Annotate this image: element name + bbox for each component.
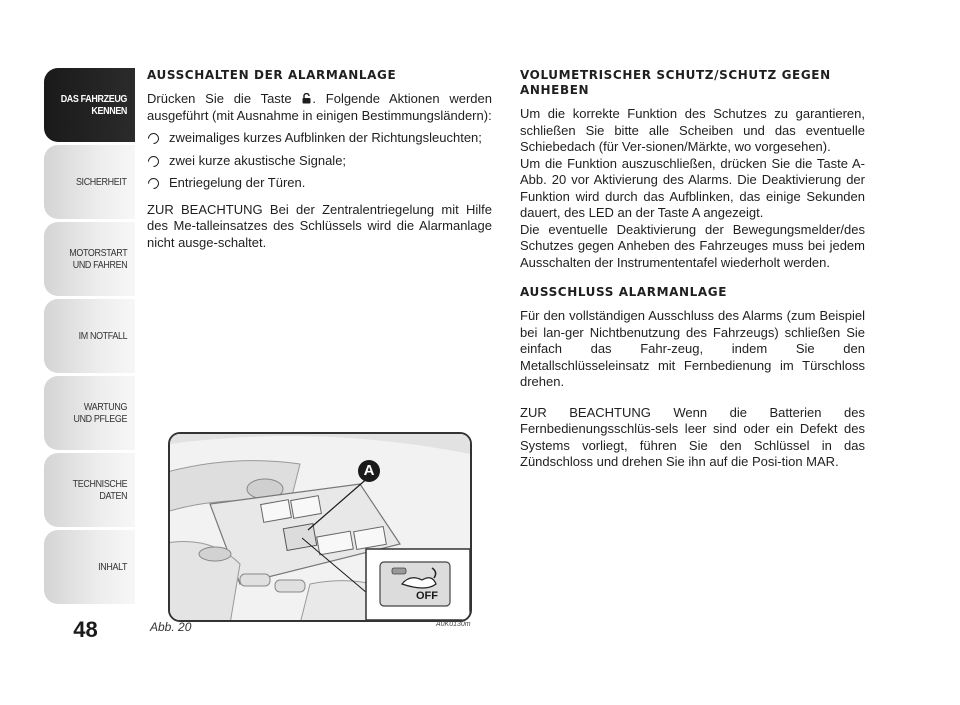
tab-label: MOTORSTART UND FAHREN xyxy=(68,247,127,271)
tab-label: INHALT xyxy=(97,561,127,573)
list-item: zwei kurze akustische Signale; xyxy=(147,153,492,170)
tab-wartung-und-pflege[interactable] xyxy=(44,376,135,450)
tab-sicherheit[interactable] xyxy=(44,145,135,219)
action-list xyxy=(147,130,492,192)
tab-label: WARTUNG UND PFLEGE xyxy=(73,401,127,425)
unlock-icon xyxy=(302,93,311,104)
tab-label: IM NOTFALL xyxy=(78,330,127,342)
paragraph: Für den vollständigen Ausschluss des Alarms (zum Beispiel bei lan-ger Nichtbenutzung des Fahrzeugs) schließen Sie einfach das Fahr-zeug, indem Sie den Metallschlüsseleinsatz mit Fernbedienung im Türschloss drehen. xyxy=(520,308,865,389)
note-paragraph: ZUR BEACHTUNG Bei der Zentralentriegelung mit Hilfe des Me-talleinsatzes des Schlüssels wird die Alarmanlage nicht ausge-schaltet. xyxy=(147,201,492,250)
figure-code: A0K0130m xyxy=(436,621,471,628)
page-number: 48 xyxy=(73,617,98,642)
section-heading: AUSSCHALTEN DER ALARMANLAGE xyxy=(147,68,397,82)
marker-label: A xyxy=(363,462,375,479)
tab-technische-daten[interactable] xyxy=(44,453,135,527)
list-item: Entriegelung der Türen. xyxy=(147,175,492,192)
tab-label: DAS FAHRZEUG KENNEN xyxy=(60,93,127,117)
intro-paragraph xyxy=(147,91,492,124)
figure-caption: Abb. 20 xyxy=(150,620,192,634)
paragraph: Um die korrekte Funktion des Schutzes zu garantieren, schließen Sie bitte alle Scheiben und das eventuelle Schiebedach (für Ver-sionen/Märkte, wo vorgesehen). xyxy=(520,106,865,154)
section-heading: AUSSCHLUSS ALARMANLAGE xyxy=(520,285,728,299)
tab-label: TECHNISCHE DATEN xyxy=(72,478,127,502)
paragraph: Die eventuelle Deaktivierung der Bewegungsmelder/des Schutzes gegen Anheben des Fahrzeuges muss bei jedem Ausschalten der Instrumententafel wiederholt werden. xyxy=(520,221,865,270)
tab-das-fahrzeug-kennen[interactable] xyxy=(44,68,135,142)
tab-inhalt[interactable] xyxy=(44,530,135,604)
off-button-label: OFF xyxy=(416,590,438,602)
note-paragraph: ZUR BEACHTUNG Wenn die Batterien des Fernbedienungsschlüs-sels leer sind oder ein Defekt des Systems vorliegt, führen Sie den Schlüssel in das Zündschloss und drehen Sie ihn auf die Posi-tion MAR. xyxy=(520,404,865,469)
right-column xyxy=(520,68,865,475)
tab-label: SICHERHEIT xyxy=(76,176,127,188)
tab-motorstart-und-fahren[interactable] xyxy=(44,222,135,296)
paragraph: Um die Funktion auszuschließen, drücken Sie die Taste A-Abb. 20 vor Aktivierung des Alarms. Die Deaktivierung der Funktion wird durch das Aufblinken, das einige Sekunden dauert, des LED an der Taste A angezeigt. xyxy=(520,155,865,220)
intro-text-after: . Folgende Aktionen werden ausgeführt (mit Ausnahme in einigen Bestimmungsländern): xyxy=(147,91,492,123)
figure-illustration xyxy=(168,432,472,622)
list-item: zweimaliges kurzes Aufblinken der Richtungsleuchten; xyxy=(147,130,492,147)
tab-im-notfall[interactable] xyxy=(44,299,135,373)
section-heading: VOLUMETRISCHER SCHUTZ/SCHUTZ GEGEN ANHEBEN xyxy=(520,68,831,97)
chapter-sidebar xyxy=(44,68,135,607)
left-column xyxy=(147,68,492,255)
intro-text-before: Drücken Sie die Taste xyxy=(147,91,302,106)
callout-marker-a xyxy=(358,460,380,482)
